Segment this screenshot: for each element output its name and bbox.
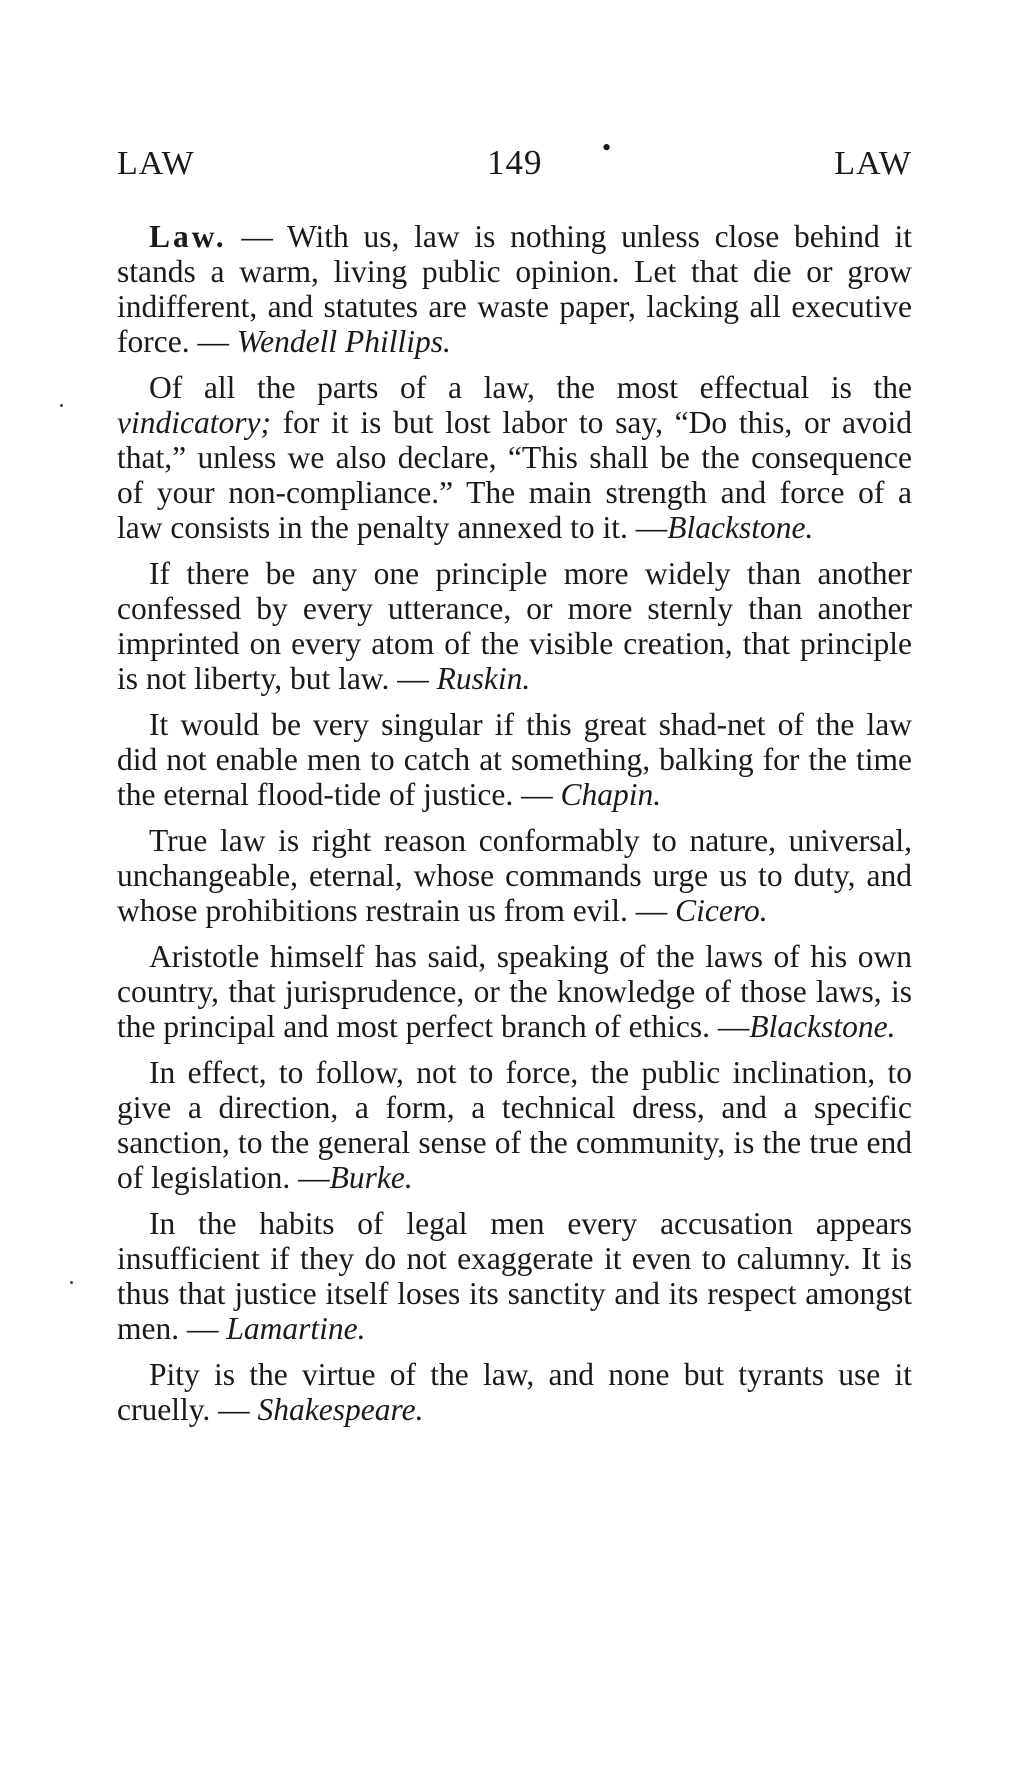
quotation-author: Shakespeare. [257, 1392, 424, 1427]
quotation-author: Ruskin. [436, 661, 531, 696]
quotation-author: Chapin. [560, 777, 662, 812]
quotation-text: It would be very singular if this great shad-net of the law did not enable men to catch at something, balking for the time the eternal flood-tide of justice. — [117, 707, 912, 812]
running-header [117, 133, 912, 197]
entry-heading: Law. [149, 219, 227, 254]
quotation-text: Pity is the virtue of the law, and none but tyrants use it cruelly. — [117, 1357, 912, 1427]
quotation-text: Of all the parts of a law, the most effectual is the [149, 370, 912, 405]
quotation-author: Wendell Phillips. [236, 324, 451, 359]
quotation-entry [117, 556, 912, 696]
quotation-entry [117, 707, 912, 812]
margin-speck [70, 1281, 73, 1284]
quotation-entry [117, 1055, 912, 1195]
quotation-list [117, 219, 912, 1427]
quotation-author: Cicero. [675, 893, 768, 928]
quotation-author: Burke. [329, 1160, 413, 1195]
quotation-author: Lamartine. [226, 1311, 366, 1346]
book-page [117, 133, 912, 1438]
quotation-author: Blackstone. [749, 1009, 896, 1044]
quotation-text: If there be any one principle more widely than another confessed by every utterance, or more sternly than another imprinted on every atom of the visible creation, that principle is not liberty, but law. — [117, 556, 912, 696]
quotation-text: In the habits of legal men every accusation appears insufficient if they do not exaggerate it even to calumny. It is thus that justice itself loses its sanctity and its respect amongst men. — [117, 1206, 912, 1346]
quotation-text: In effect, to follow, not to force, the public inclination, to give a direction, a form, a technical dress, and a specific sanction, to the general sense of the community, is the true end of legislation. — [117, 1055, 912, 1195]
page-number: 149 [487, 143, 543, 182]
quotation-text: Aristotle himself has said, speaking of the laws of his own country, that jurisprudence, or the knowledge of those laws, is the principal and most perfect branch of ethics. — [117, 939, 912, 1044]
quotation-text: — With us, law is nothing unless close behind it stands a warm, living public opinion. Let that die or grow indifferent, and statutes are waste paper, lacking all executive force. — [117, 219, 912, 359]
header-right-title: LAW [834, 145, 912, 182]
quotation-text: for it is but lost labor to say, “Do this, or avoid that,” unless we also declare, “This shall be the consequence of your non-compliance.” The main strength and force of a law consists in the penalty annexed to it. — [117, 405, 912, 545]
quotation-entry [117, 823, 912, 928]
quotation-entry [117, 1206, 912, 1346]
quotation-author: Blackstone. [667, 510, 814, 545]
quotation-entry [117, 939, 912, 1044]
quotation-entry [117, 370, 912, 545]
header-left-title: LAW [117, 145, 195, 182]
header-mark: • [602, 133, 613, 162]
quotation-text: True law is right reason conformably to nature, universal, unchangeable, eternal, whose commands urge us to duty, and whose prohibitions restrain us from evil. — [117, 823, 912, 928]
quotation-entry [117, 1357, 912, 1427]
quotation-entry [117, 219, 912, 359]
emphasized-word: vindicatory; [117, 405, 271, 440]
margin-speck [60, 404, 63, 407]
